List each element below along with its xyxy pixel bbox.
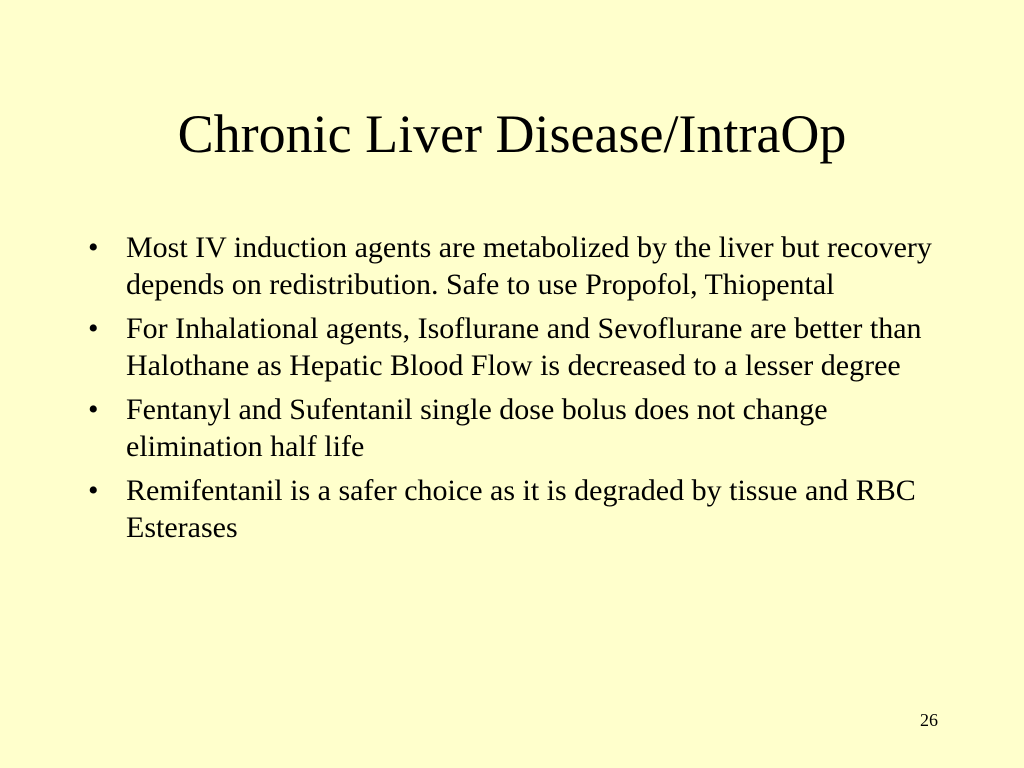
bullet-item bbox=[82, 472, 952, 546]
bullet-item bbox=[82, 310, 952, 384]
bullet-text: Most IV induction agents are metabolized by the liver but recovery depends on redistribution. Safe to use Propofol, Thiopental bbox=[126, 231, 932, 301]
bullet-icon: • bbox=[88, 474, 99, 507]
bullet-icon: • bbox=[88, 231, 99, 264]
bullet-item bbox=[82, 391, 952, 465]
bullet-text: Remifentanil is a safer choice as it is degraded by tissue and RBC Esterases bbox=[126, 474, 916, 544]
slide-title: Chronic Liver Disease/IntraOp bbox=[177, 104, 847, 164]
bullet-item bbox=[82, 229, 952, 303]
bullet-icon: • bbox=[88, 312, 99, 345]
bullet-list bbox=[82, 229, 952, 553]
page-number: 26 bbox=[920, 710, 938, 730]
bullet-text: For Inhalational agents, Isoflurane and Sevoflurane are better than Halothane as Hepatic Blood Flow is decreased to a lesser degree bbox=[126, 312, 922, 382]
bullet-icon: • bbox=[88, 393, 99, 426]
bullet-text: Fentanyl and Sufentanil single dose bolus does not change elimination half life bbox=[126, 393, 828, 463]
